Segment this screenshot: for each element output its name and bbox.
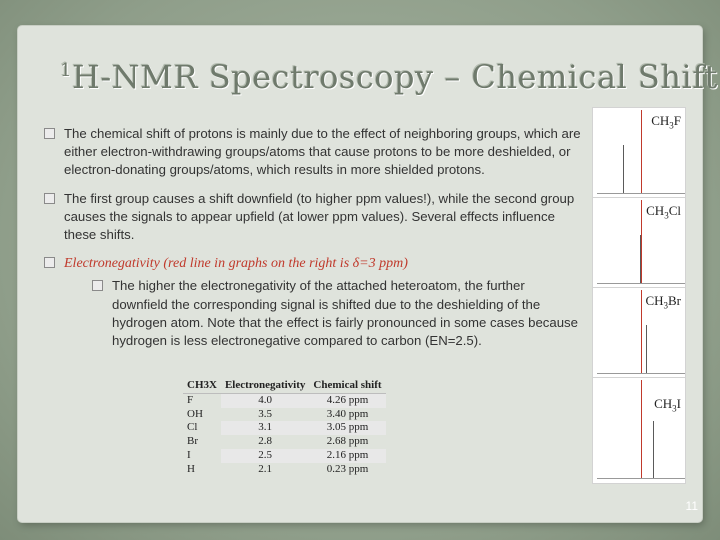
spectrum-axis (597, 193, 685, 194)
spectrum-peak (623, 145, 624, 195)
table-row (183, 435, 386, 449)
spectrum-peak (640, 235, 641, 285)
table-cell: 2.16 ppm (309, 449, 385, 463)
spectrum-peak (653, 421, 654, 479)
spectrum-ch3br (592, 287, 686, 379)
spectrum-label-main: CH (651, 113, 670, 128)
table-cell: 0.23 ppm (326, 462, 369, 475)
bullet-square-icon (44, 257, 55, 268)
table-row (183, 408, 386, 422)
spectrum-ch3i (592, 377, 686, 484)
reference-line (641, 380, 642, 479)
bullet-text-electronegativity: Electronegativity (red line in graphs on the right is δ=3 ppm) (64, 256, 408, 272)
reference-line (641, 290, 642, 374)
table-cell: 2.68 ppm (326, 435, 369, 448)
spectrum-axis (597, 478, 685, 479)
sub-bullet-text: The higher the electronegativity of the attached heteroatom, the further downfield the corresponding signal is shifted due to the deshielding of the hydrogen atom. Note that the effect is fairly pronounced in some cases because hydrogen is less electronegative compared to carbon (EN=2.5). (112, 278, 578, 349)
table-cell: I (187, 448, 191, 461)
spectrum-label (651, 113, 681, 131)
table-cell: 4.0 (221, 393, 309, 407)
table-row (183, 393, 386, 407)
table-cell: Br (187, 435, 198, 448)
table-header: Electronegativity (221, 379, 309, 393)
table-row (183, 421, 386, 435)
table-cell: 2.5 (221, 449, 309, 463)
table-header: Chemical shift (309, 379, 385, 393)
slide-title (60, 58, 718, 96)
table-cell: 3.05 ppm (309, 421, 385, 435)
spectrum-label-end: Br (668, 293, 681, 308)
bullet-text: The first group causes a shift downfield (to higher ppm values!), while the second group causes the signals to appear upfield (at lower ppm values). Several effects influence these shifts. (64, 190, 575, 243)
reference-line (641, 110, 642, 194)
table-cell: 4.26 ppm (309, 393, 385, 407)
bullet-square-icon (44, 193, 55, 204)
table-cell: H (187, 462, 195, 475)
title-text: H-NMR Spectroscopy – Chemical Shift (71, 58, 718, 96)
spectrum-label-sub: 3 (669, 120, 674, 131)
spectrum-label-main: CH (645, 293, 664, 308)
spectrum-label-sub: 3 (672, 403, 677, 414)
table-cell: 3.40 ppm (326, 407, 369, 420)
spectrum-label (646, 203, 681, 221)
spectrum-label-main: CH (646, 203, 665, 218)
spectrum-axis (597, 283, 685, 284)
spectrum-ch3cl (592, 197, 686, 289)
spectrum-ch3f (592, 107, 686, 199)
spectrum-peak (646, 325, 647, 375)
bullet-square-icon (44, 128, 55, 139)
table-header: CH3X (183, 379, 221, 393)
spectrum-label-sub: 3 (663, 300, 668, 311)
table-cell: 3.5 (258, 407, 273, 420)
bullet-item (44, 190, 584, 245)
table-cell: F (187, 393, 194, 406)
table-cell: 2.1 (258, 462, 273, 475)
spectrum-label-main: CH (654, 396, 673, 411)
table-cell: OH (187, 407, 203, 420)
bullet-list (44, 125, 584, 360)
spectrum-label-end: Cl (668, 203, 681, 218)
spectrum-label (645, 293, 681, 311)
table-row (183, 463, 386, 477)
table-cell: 3.1 (221, 421, 309, 435)
sub-bullet-square-icon (92, 280, 103, 291)
spectrum-label-end: F (673, 113, 681, 128)
page-number: 11 (685, 499, 698, 513)
table-header-row (183, 379, 386, 393)
spectrum-label-sub: 3 (664, 210, 669, 221)
bullet-item (44, 254, 584, 350)
spectrum-label-end: I (676, 396, 681, 411)
sub-bullet-item (64, 277, 584, 350)
table-cell: Cl (187, 421, 198, 434)
title-superscript: 1 (60, 60, 72, 81)
table-row (183, 449, 386, 463)
table-cell: 2.8 (258, 435, 273, 448)
bullet-item (44, 125, 584, 180)
spectrum-label (654, 396, 681, 414)
spectrum-axis (597, 373, 685, 374)
electronegativity-table (183, 379, 386, 477)
bullet-text: The chemical shift of protons is mainly due to the effect of neighboring groups, which are either electron-withdrawing groups/atoms that cause protons to be more deshielded, or electron-donating groups/atoms, which results in more shielded protons. (64, 126, 581, 178)
